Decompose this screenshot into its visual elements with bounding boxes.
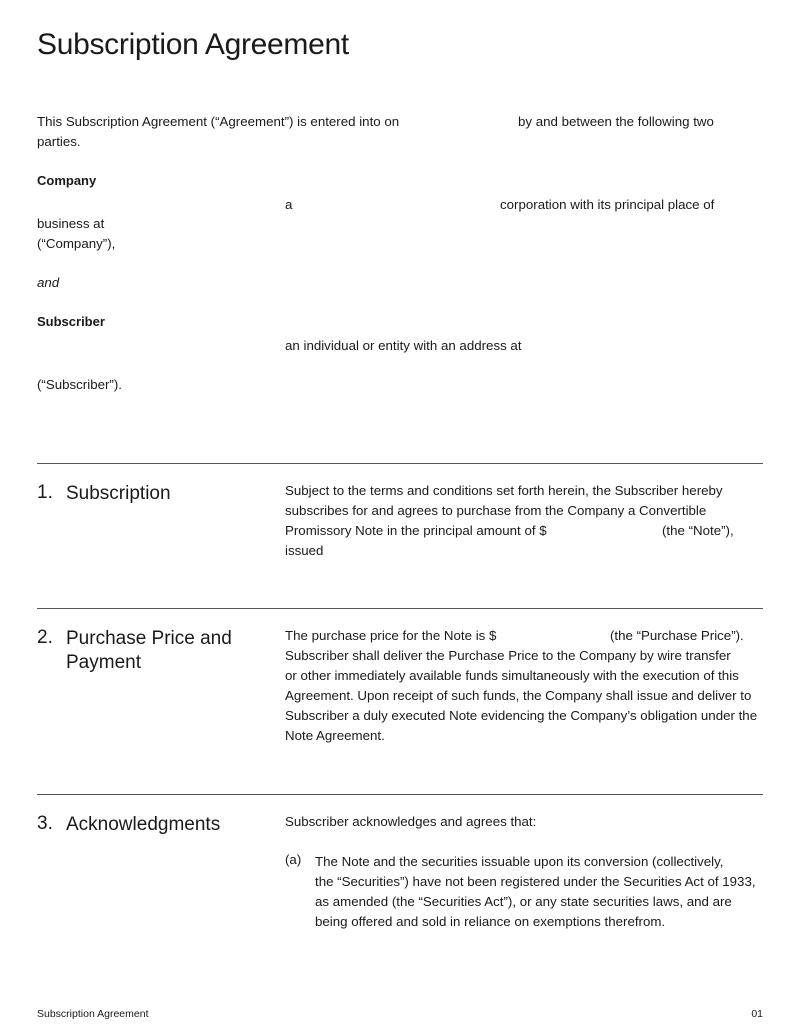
- subscriber-label: Subscriber: [37, 314, 105, 329]
- section-heading: Purchase Price and Payment: [66, 628, 232, 673]
- section-number: 1.: [37, 482, 53, 503]
- list-item: [315, 852, 765, 932]
- section-number: 2.: [37, 627, 53, 648]
- body-text: (the “Note”),: [662, 523, 734, 538]
- intro-text: by and between the following two: [518, 114, 714, 129]
- section-body: [285, 626, 763, 746]
- body-text: Promissory Note in the principal amount of $: [285, 523, 547, 538]
- body-line: as amended (the “Securities Act”), or any state securities laws, and are: [315, 894, 732, 909]
- section-heading: Subscription: [66, 483, 171, 504]
- section-number: 3.: [37, 813, 53, 834]
- section-divider: [37, 608, 763, 609]
- section-heading: Acknowledgments: [66, 814, 221, 835]
- body-text: The purchase price for the Note is $: [285, 628, 497, 643]
- body-line: the “Securities”) have not been registered under the Securities Act of 1933,: [315, 874, 756, 889]
- section-body: Subscriber acknowledges and agrees that:: [285, 814, 537, 829]
- and-text: and: [37, 275, 60, 290]
- body-text: (the “Purchase Price”).: [610, 628, 744, 643]
- company-text: business at: [37, 216, 105, 231]
- body-line: subscribes for and agrees to purchase from the Company a Convertible: [285, 503, 707, 518]
- body-line: [285, 626, 763, 646]
- body-line: being offered and sold in reliance on exemptions therefrom.: [315, 914, 666, 929]
- company-label: Company: [37, 173, 97, 188]
- body-line: Subject to the terms and conditions set forth herein, the Subscriber hereby: [285, 483, 723, 498]
- intro-text: This Subscription Agreement (“Agreement”) is entered into on: [37, 114, 400, 129]
- footer-title: Subscription Agreement: [37, 1008, 149, 1020]
- page-number: 01: [751, 1008, 763, 1020]
- body-line: or other immediately available funds simultaneously with the execution of this: [285, 668, 739, 683]
- page-title: Subscription Agreement: [37, 28, 349, 61]
- body-line: Subscriber a duly executed Note evidencing the Company’s obligation under the: [285, 708, 758, 723]
- body-line: issued: [285, 543, 324, 558]
- body-line: [285, 521, 763, 541]
- intro-text: parties.: [37, 134, 81, 149]
- body-line: Note Agreement.: [285, 728, 385, 743]
- company-text: a: [285, 197, 293, 212]
- body-line: The Note and the securities issuable upon its conversion (collectively,: [315, 854, 724, 869]
- subscriber-definition: (“Subscriber”).: [37, 377, 122, 392]
- body-line: Subscriber shall deliver the Purchase Price to the Company by wire transfer: [285, 648, 731, 663]
- section-divider: [37, 794, 763, 795]
- subscriber-text: an individual or entity with an address at: [285, 338, 522, 353]
- body-line: Agreement. Upon receipt of such funds, the Company shall issue and deliver to: [285, 688, 752, 703]
- section-divider: [37, 463, 763, 464]
- company-text: corporation with its principal place of: [500, 197, 715, 212]
- company-definition: (“Company”),: [37, 236, 116, 251]
- list-item-label: (a): [285, 852, 302, 867]
- section-body: [285, 481, 763, 561]
